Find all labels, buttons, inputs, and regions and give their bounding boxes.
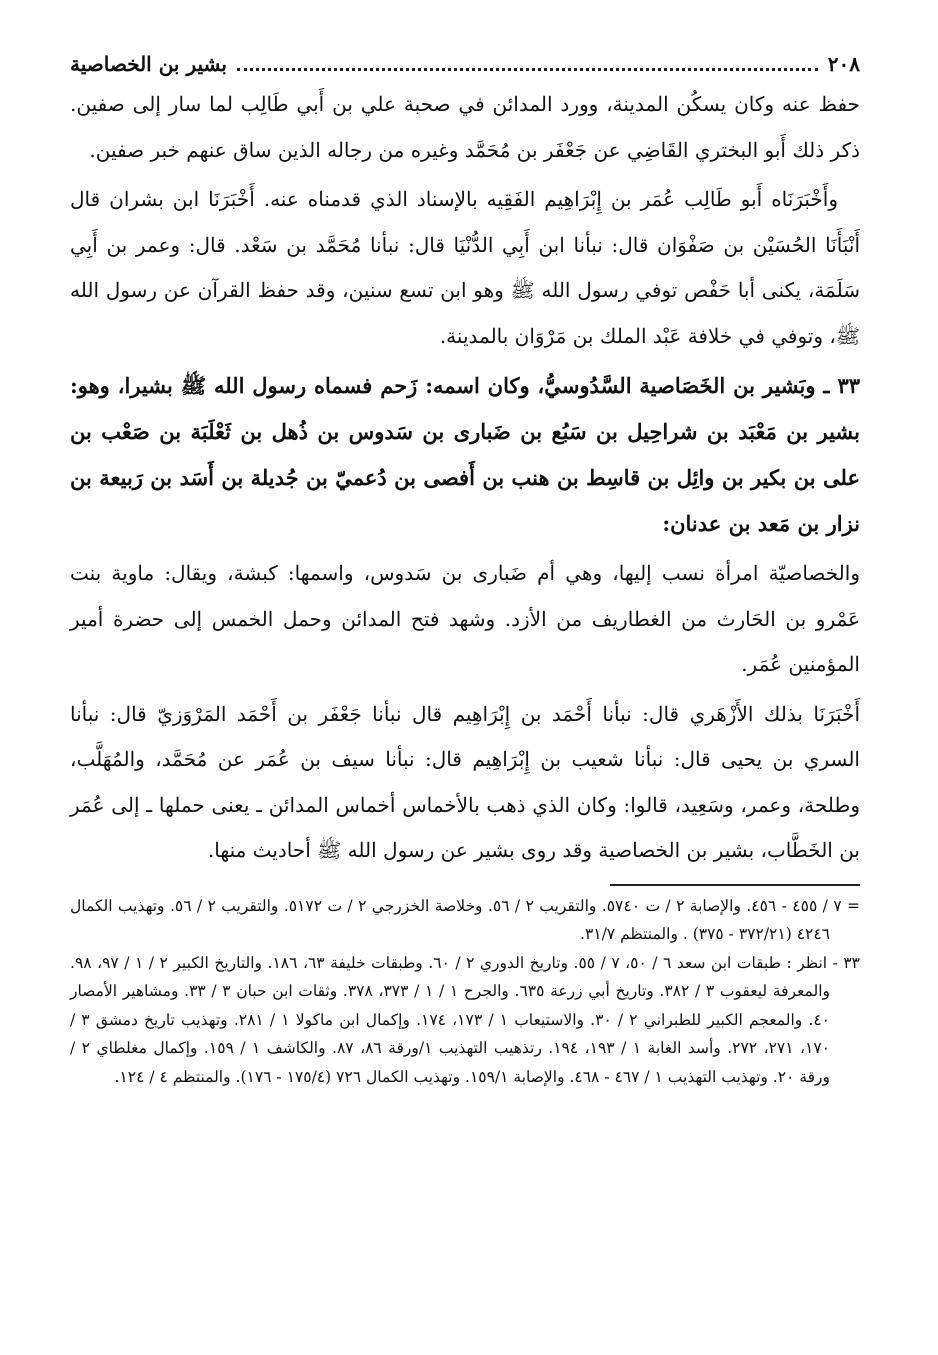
footnote-33: ٣٣ - انظر : طبقات ابن سعد ٦ / ٥٠، ٧ / ٥٥. وتاريخ الدوري ٢ / ٦٠. وطبقات خليفة ٦٣، ١٨٦. والتاريخ الكبير ٢ / ١ / ٩٧، ٩٨. والمعرفة ليعقوب ٣ / ٣٨٢. وتاريخ أبي زرعة ٦٣٥. والجرح ١ / ١ / ٣٧٣، ٣٧٨. وثقات ابن حبان ٣ / ٣٣. ومشاهير الأمصار ٤٠. والمعجم الكبير للطبراني ٢ / ٣٠. والاستيعاب ١ / ١٧٣، ١٧٤. وإكمال ابن ماكولا ١ / ٢٨١. وتهذيب تاريخ دمشق ٣ / ١٧٠، ٢٧١، ٢٧٢. وأسد الغابة ١ / ١٩٣، ١٩٤. رتذهيب التهذيب ١/ورقة ٨٦، ٨٧. والكاشف ١ / ١٥٩. وإكمال مغلطاي ٢ / ورقة ٢٠. وتهذيب التهذيب ١ / ٤٦٧ - ٤٦٨. والإصابة ١٥٩/١. وتهذيب الكمال ٧٢٦ (١٧٥/٤ - ١٧٦). والمنتظم ٤ / ١٢٤. [70,953,860,1087]
header-dotted-leader [237,50,818,71]
footnote-separator [610,884,860,886]
footnote-continuation: = ٧ / ٤٥٥ - ٤٥٦. والإصابة ٢ / ت ٥٧٤٠. والتقريب ٢ / ٥٦. وخلاصة الخزرجي ٢ / ت ٥١٧٢. والتقريب ٢ / ٥٦. وتهذيب الكمال ٤٢٤٦ (٣٧٢/٢١ - ٣٧٥) . والمنتظم ٣١/٧. [70,896,861,944]
paragraph-4: والخصاصيّة امرأة نسب إليها، وهي أم ضَبارى بن سَدوس، واسمها: كبشة، ويقال: ماوية بنت عَمْرو بن الحَارث من الغطاريف من الأزد. وشهد فتح المدائن وحمل الخمس إلى حضرة أمير المؤمنين عُمَر. [70,561,860,676]
entry-heading-33: ٣٣ ـ وبَشير بن الخَصَاصية السَّدُوسيُّ، وكان اسمه: زَحم فسماه رسول الله ﷺ بشيرا، وهو: بشير بن مَعْبَد بن شراحِيل بن سَبُع بن ضَبارى بن سَدوس بن ذُهل بن ثَعْلَبَة بن صَعْب بن على بن بكير بن وائِل بن قاسِط بن هنب بن أَفصى بن دُعميّ بن جُديلة بن أَسَد بن رَبيعة بن نزار بن مَعد بن عدنان: [70,373,860,536]
paragraph-1: حفظ عنه وكان يسكُن المدينة، وورد المدائن في صحبة علي بن أَبي طَالِب لما سار إلى صفين. ذكر ذلك أَبو البختري القَاضِي عن جَعْفَر بن مُحَمَّد وغيره من رجاله الذين ساق عنهم خبر صفين. [70,92,860,162]
book-page [70,48,860,1092]
paragraph-2: وأَخْبَرَنَاه أَبو طَالِب عُمَر بن إِبْرَاهِيم الفَقِيه بالإسناد الذي قدمناه عنه. أَخْبَرَنَا ابن بشران قال أَنْبَأَنَا الحُسَيْن بن صَفْوَان قال: نبأنا ابن أَبِي الدُّنْيَا قال: نبأنا مُحَمَّد بن سَعْد. قال: وعمر بن أَبِي سَلَمَة، يكنى أبا حَفْص توفي رسول الله ﷺ وهو ابن تسع سنين، وقد حفظ القرآن عن رسول الله ﷺ، وتوفي في خلافة عَبْد الملك بن مَرْوَان بالمدينة. [70,187,860,348]
footnotes [70,892,860,1092]
main-text [70,82,860,874]
page-header [70,48,860,82]
paragraph-5: أَخْبَرَنَا بذلك الأَزْهَري قال: نبأنا أَحْمَد بن إِبْرَاهِيم قال نبأنا جَعْفَر بن أَحْمَد المَرْوَزيّ قال: نبأنا السري بن يحيى قال: نبأنا شعيب بن إِبْرَاهِيم قال: نبأنا سيف بن عُمَر عن مُحَمَّد، والمُهَلَّب، وطلحة، وعمر، وسَعِيد، قالوا: وكان الذي ذهب بالأخماس أخماس المدائن ـ يعنى حملها ـ إلى عُمَر بن الخَطَّاب، بشير بن الخصاصية وقد روى بشير عن رسول الله ﷺ أحاديث منها. [70,701,860,862]
running-title: بشير بن الخصاصية [70,52,227,76]
page-number: ٢٠٨ [827,52,860,76]
